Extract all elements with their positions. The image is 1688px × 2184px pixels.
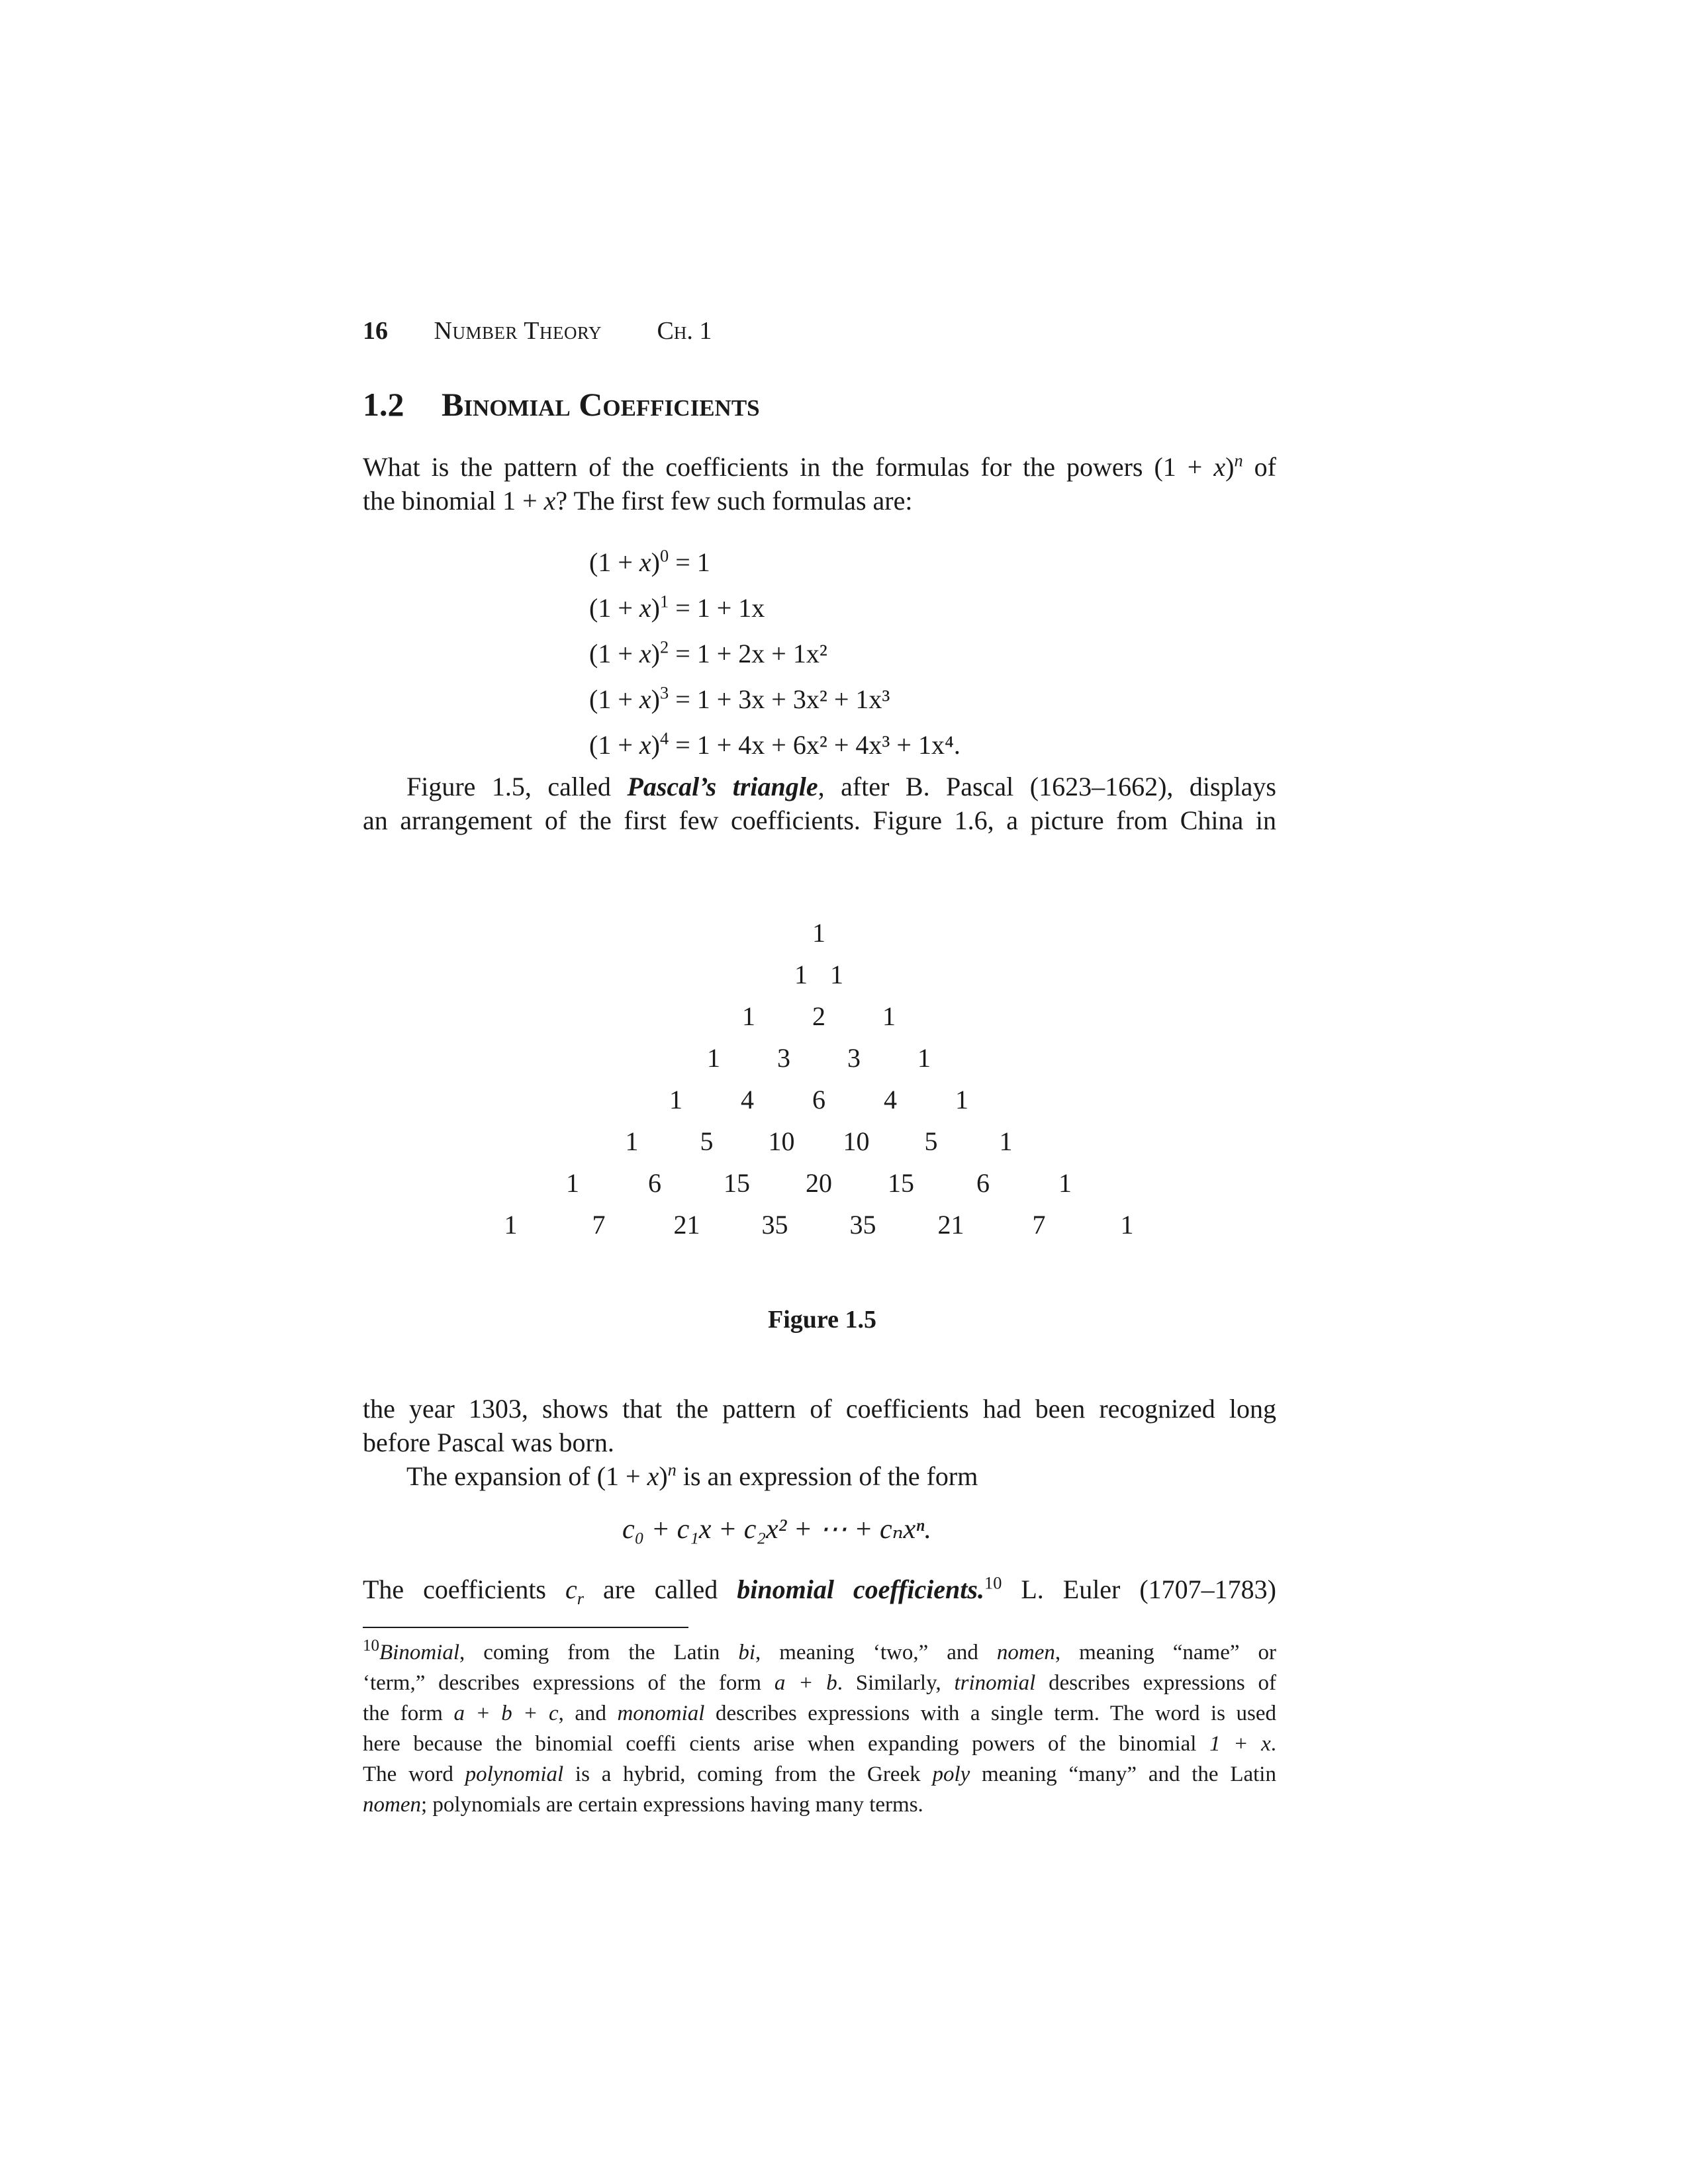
pascal-line-1 [363,770,1276,803]
coeff-text: are called [584,1574,737,1604]
pascal-number: 10 [768,1126,795,1156]
equation-power: 1 [659,591,669,612]
coeff-text: The coefficients [363,1574,565,1604]
pascal-number: 21 [937,1210,964,1240]
defined-term: binomial coefficients [737,1574,978,1604]
footnote-line: $^{10}$Binomial, coming from the Latin bi, meaning ‘two,” and nomen, meaning “name” or [363,1637,1276,1664]
display-equation [622,1512,931,1545]
after-figure-paragraph [363,1392,1276,1493]
pascal-number: 1 [812,918,825,948]
intro-text: the binomial 1 + [363,486,544,516]
subscript-r: r [577,1588,585,1608]
equation-row: $(1 + x)^1 = 1 + 1x$ [589,591,765,623]
equation-row: $(1 + x)^0 = 1$ [589,545,710,577]
footnote-mark: 10 [363,1637,379,1655]
binomial-equations [589,539,961,768]
equation-power: 3 [659,682,669,703]
pascal-line-2: an arrangement of the first few coefficients. Figure 1.6, a picture from China in [363,805,1276,835]
coefficients-line [363,1572,1276,1606]
variable-x: x [543,486,556,516]
pascal-number: 1 [669,1085,682,1115]
pascal-number: 1 [794,960,808,989]
intro-text: ) [1225,452,1235,482]
equation-power: 2 [659,637,669,657]
equation-rhs: 1 + 4x + 6x² + 4x³ + 1x⁴. [696,730,961,760]
variable-c: c [565,1574,577,1604]
book-title: Number Theory [434,317,602,345]
equation-rhs: 1 + 3x + 3x² + 1x³ [696,684,890,714]
section-heading [363,385,760,424]
pascal-number: 35 [761,1210,788,1240]
pascal-number: 1 [566,1168,579,1198]
after-line-1: the year 1303, shows that the pattern of coefficients had been recognized long [363,1394,1276,1424]
pascal-number: 5 [700,1126,714,1156]
pascal-number: 35 [849,1210,876,1240]
defined-term: Pascal’s triangle [627,772,818,801]
equation-rhs: 1 [696,547,710,577]
pascal-number: 1 [955,1085,968,1115]
after-line-2: before Pascal was born. [363,1428,614,1457]
equation-rhs: 1 + 1x [696,593,765,623]
pascal-number: 1 [830,960,843,989]
pascal-number: 6 [648,1168,661,1198]
equation-row: $(1 + x)^3 = 1 + 3x + 3x^2 + 1x^3$ [589,682,890,714]
variable-x: x [1213,452,1226,482]
chapter-label: Ch. 1 [657,317,712,345]
pascal-number: 6 [812,1085,825,1115]
pascal-number: 21 [673,1210,700,1240]
pascal-paragraph [363,770,1276,837]
pascal-number: 1 [742,1001,755,1031]
pascal-number: 4 [741,1085,754,1115]
pascal-number: 2 [812,1001,825,1031]
pascal-number: 1 [707,1043,720,1073]
figure-caption: Figure 1.5 [768,1306,876,1334]
footnote-line: ‘term,” describes expressions of the form a + b. Similarly, trinomial describes expressions of [363,1671,1276,1695]
equation-power: 0 [659,545,669,566]
equation-rhs: 1 + 2x + 1x² [696,639,827,668]
footnote [363,1631,1276,1820]
after-text: is an expression of the form [676,1461,978,1491]
pascal-number: 10 [843,1126,870,1156]
section-title: Binomial Coefficients [442,386,760,423]
after-line-3 [363,1459,1276,1493]
pascal-number: 6 [976,1168,990,1198]
coefficients-paragraph [363,1572,1276,1606]
footnote-line: nomen; polynomials are certain expressions having many terms. [363,1793,923,1817]
pascal-text: , after B. Pascal (1623–1662), displays [818,772,1276,801]
pascal-number: 7 [592,1210,606,1240]
intro-line-1 [363,450,1276,484]
pascal-number: 7 [1032,1210,1046,1240]
equation-row: $(1 + x)^2 = 1 + 2x + 1x^2$ [589,637,827,668]
pascal-number: 15 [888,1168,914,1198]
footnote-reference[interactable]: 10 [984,1572,1002,1593]
footnote-line: here because the binomial coeffi cients arise when expanding powers of the binomial 1 + x. [363,1732,1276,1756]
pascal-number: 20 [806,1168,832,1198]
section-number: 1.2 [363,386,404,423]
intro-text: ? The first few such formulas are: [555,486,913,516]
after-text: ) [659,1461,668,1491]
pascal-number: 1 [625,1126,639,1156]
intro-line-2 [363,484,1276,518]
intro-text: What is the pattern of the coefficients in the formulas for the powers (1 + [363,452,1214,482]
equation-row: $(1 + x)^4 = 1 + 4x + 6x^2 + 4x^3 + 1x^4$. [589,728,961,760]
pascal-number: 1 [1058,1168,1072,1198]
footnote-line: The word polynomial is a hybrid, coming from the Greek poly meaning “many” and the Latin [363,1762,1276,1786]
variable-x: x [647,1461,659,1491]
running-head [363,316,712,345]
footnote-rule [363,1627,688,1628]
exponent-n: n [667,1459,677,1480]
exponent-n: n [1234,450,1243,471]
pascal-number: 3 [847,1043,861,1073]
after-text: The expansion of (1 + [406,1461,647,1491]
coeff-text: L. Euler (1707–1783) [1002,1574,1276,1604]
pascal-number: 1 [882,1001,896,1031]
intro-paragraph [363,450,1276,518]
pascal-number: 15 [724,1168,750,1198]
pascal-number: 1 [999,1126,1013,1156]
pascal-number: 5 [924,1126,938,1156]
pascal-number: 1 [1120,1210,1134,1240]
page-number: 16 [363,317,388,345]
intro-text: of [1243,452,1276,482]
expansion-formula: c₀ + c₁x + c₂x² + ⋯ + cₙxⁿ. [622,1514,932,1545]
footnote-line: the form a + b + c, and monomial describes expressions with a single term. The word is used [363,1702,1277,1725]
pascal-text: Figure 1.5, called [406,772,628,801]
pascal-number: 3 [777,1043,790,1073]
pascal-number: 1 [917,1043,931,1073]
coeff-text: . [978,1574,984,1604]
pascal-number: 1 [504,1210,518,1240]
pascal-number: 4 [884,1085,897,1115]
equation-power: 4 [659,728,669,749]
